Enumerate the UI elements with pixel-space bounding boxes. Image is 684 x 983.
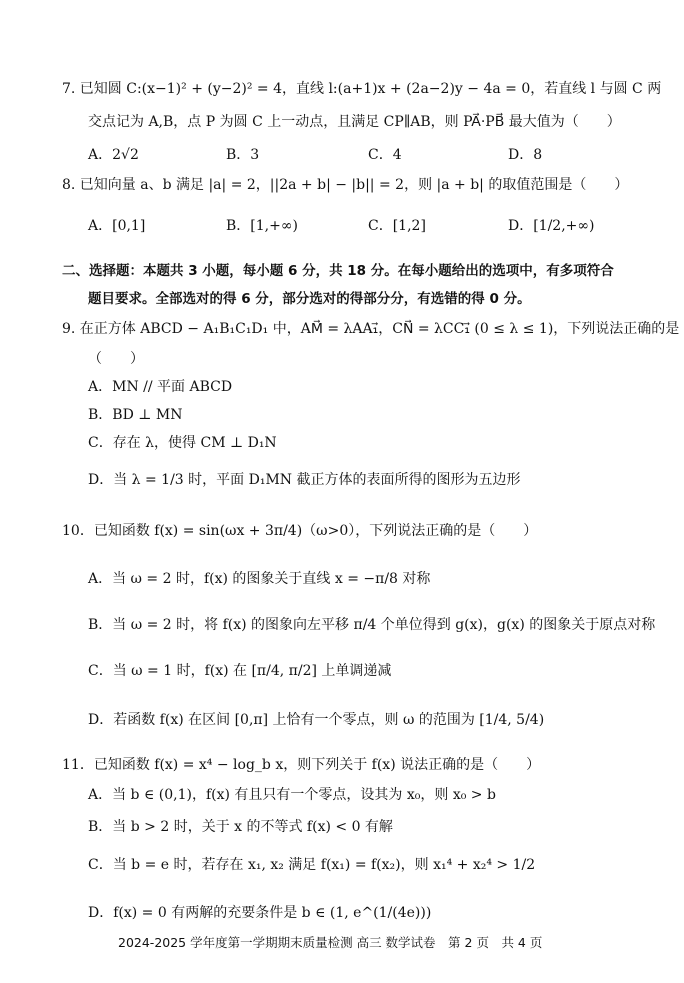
q10-option-c: C．当 ω = 1 时，f(x) 在 [π/4, π/2] 上单调递减 [88,663,392,679]
q8-option-b: B．[1,+∞) [226,218,298,234]
section-2-line2: 题目要求。全部选对的得 6 分，部分选对的得部分分，有选错的得 0 分。 [88,291,531,307]
q11-option-d: D．f(x) = 0 有两解的充要条件是 b ∈ (1, e^(1/(4e))) [88,905,432,921]
q7-stem-line2: 交点记为 A,B，点 P 为圆 C 上一动点，且满足 CP∥AB，则 PA⃗·PB⃗ 最大值为（ ） [88,114,621,130]
q9-stem: 9. 在正方体 ABCD − A₁B₁C₁D₁ 中，AM⃗ = λAA₁⃗，CN⃗ = λCC₁⃗ (0 ≤ λ ≤ 1)，下列说法正确的是 [62,321,680,337]
q9-option-c: C．存在 λ，使得 CM ⊥ D₁N [88,435,277,451]
section-2-line1: 二、选择题：本题共 3 小题，每小题 6 分，共 18 分。在每小题给出的选项中，有多项符合 [62,263,614,279]
q7-option-d: D．8 [508,147,543,163]
q11-option-b: B．当 b > 2 时，关于 x 的不等式 f(x) < 0 有解 [88,819,393,835]
q8-option-c: C．[1,2] [368,218,426,234]
q9-option-b: B．BD ⊥ MN [88,407,183,423]
q10-option-a: A．当 ω = 2 时，f(x) 的图象关于直线 x = −π/8 对称 [88,571,431,587]
q10-stem: 10．已知函数 f(x) = sin(ωx + 3π/4)（ω>0），下列说法正确的是（ ） [62,523,538,539]
q7-stem-line1: 7. 已知圆 C:(x−1)² + (y−2)² = 4，直线 l:(a+1)x + (2a−2)y − 4a = 0，若直线 l 与圆 C 两 [62,81,662,97]
q10-option-d: D．若函数 f(x) 在区间 [0,π] 上恰有一个零点，则 ω 的范围为 [1/4, 5/4) [88,712,545,728]
q11-stem: 11．已知函数 f(x) = x⁴ − log_b x，则下列关于 f(x) 说法正确的是（ ） [62,757,541,773]
q9-option-a: A．MN // 平面 ABCD [88,379,233,395]
q9-paren: （ ） [88,351,144,367]
q9-option-d: D．当 λ = 1/3 时，平面 D₁MN 截正方体的表面所得的图形为五边形 [88,472,521,488]
q8-stem: 8. 已知向量 a、b 满足 |a| = 2，||2a + b| − |b|| = 2，则 |a + b| 的取值范围是（ ） [62,177,629,193]
q10-option-b: B．当 ω = 2 时，将 f(x) 的图象向左平移 π/4 个单位得到 g(x)，g(x) 的图象关于原点对称 [88,617,656,633]
q11-option-a: A．当 b ∈ (0,1)，f(x) 有且只有一个零点，设其为 x₀，则 x₀ > b [88,787,496,803]
q11-option-c: C．当 b = e 时，若存在 x₁, x₂ 满足 f(x₁) = f(x₂)，则 x₁⁴ + x₂⁴ > 1/2 [88,857,536,873]
q7-option-c: C．4 [368,147,402,163]
q8-option-a: A．[0,1] [88,218,146,234]
page-footer: 2024-2025 学年度第一学期期末质量检测 高三 数学试卷 第 2 页 共 4 页 [118,935,543,950]
q8-option-d: D．[1/2,+∞) [508,218,595,234]
q7-options [88,146,628,164]
q7-option-b: B．3 [226,147,260,163]
q8-options [88,217,628,235]
q7-option-a: A．2√2 [88,147,139,163]
